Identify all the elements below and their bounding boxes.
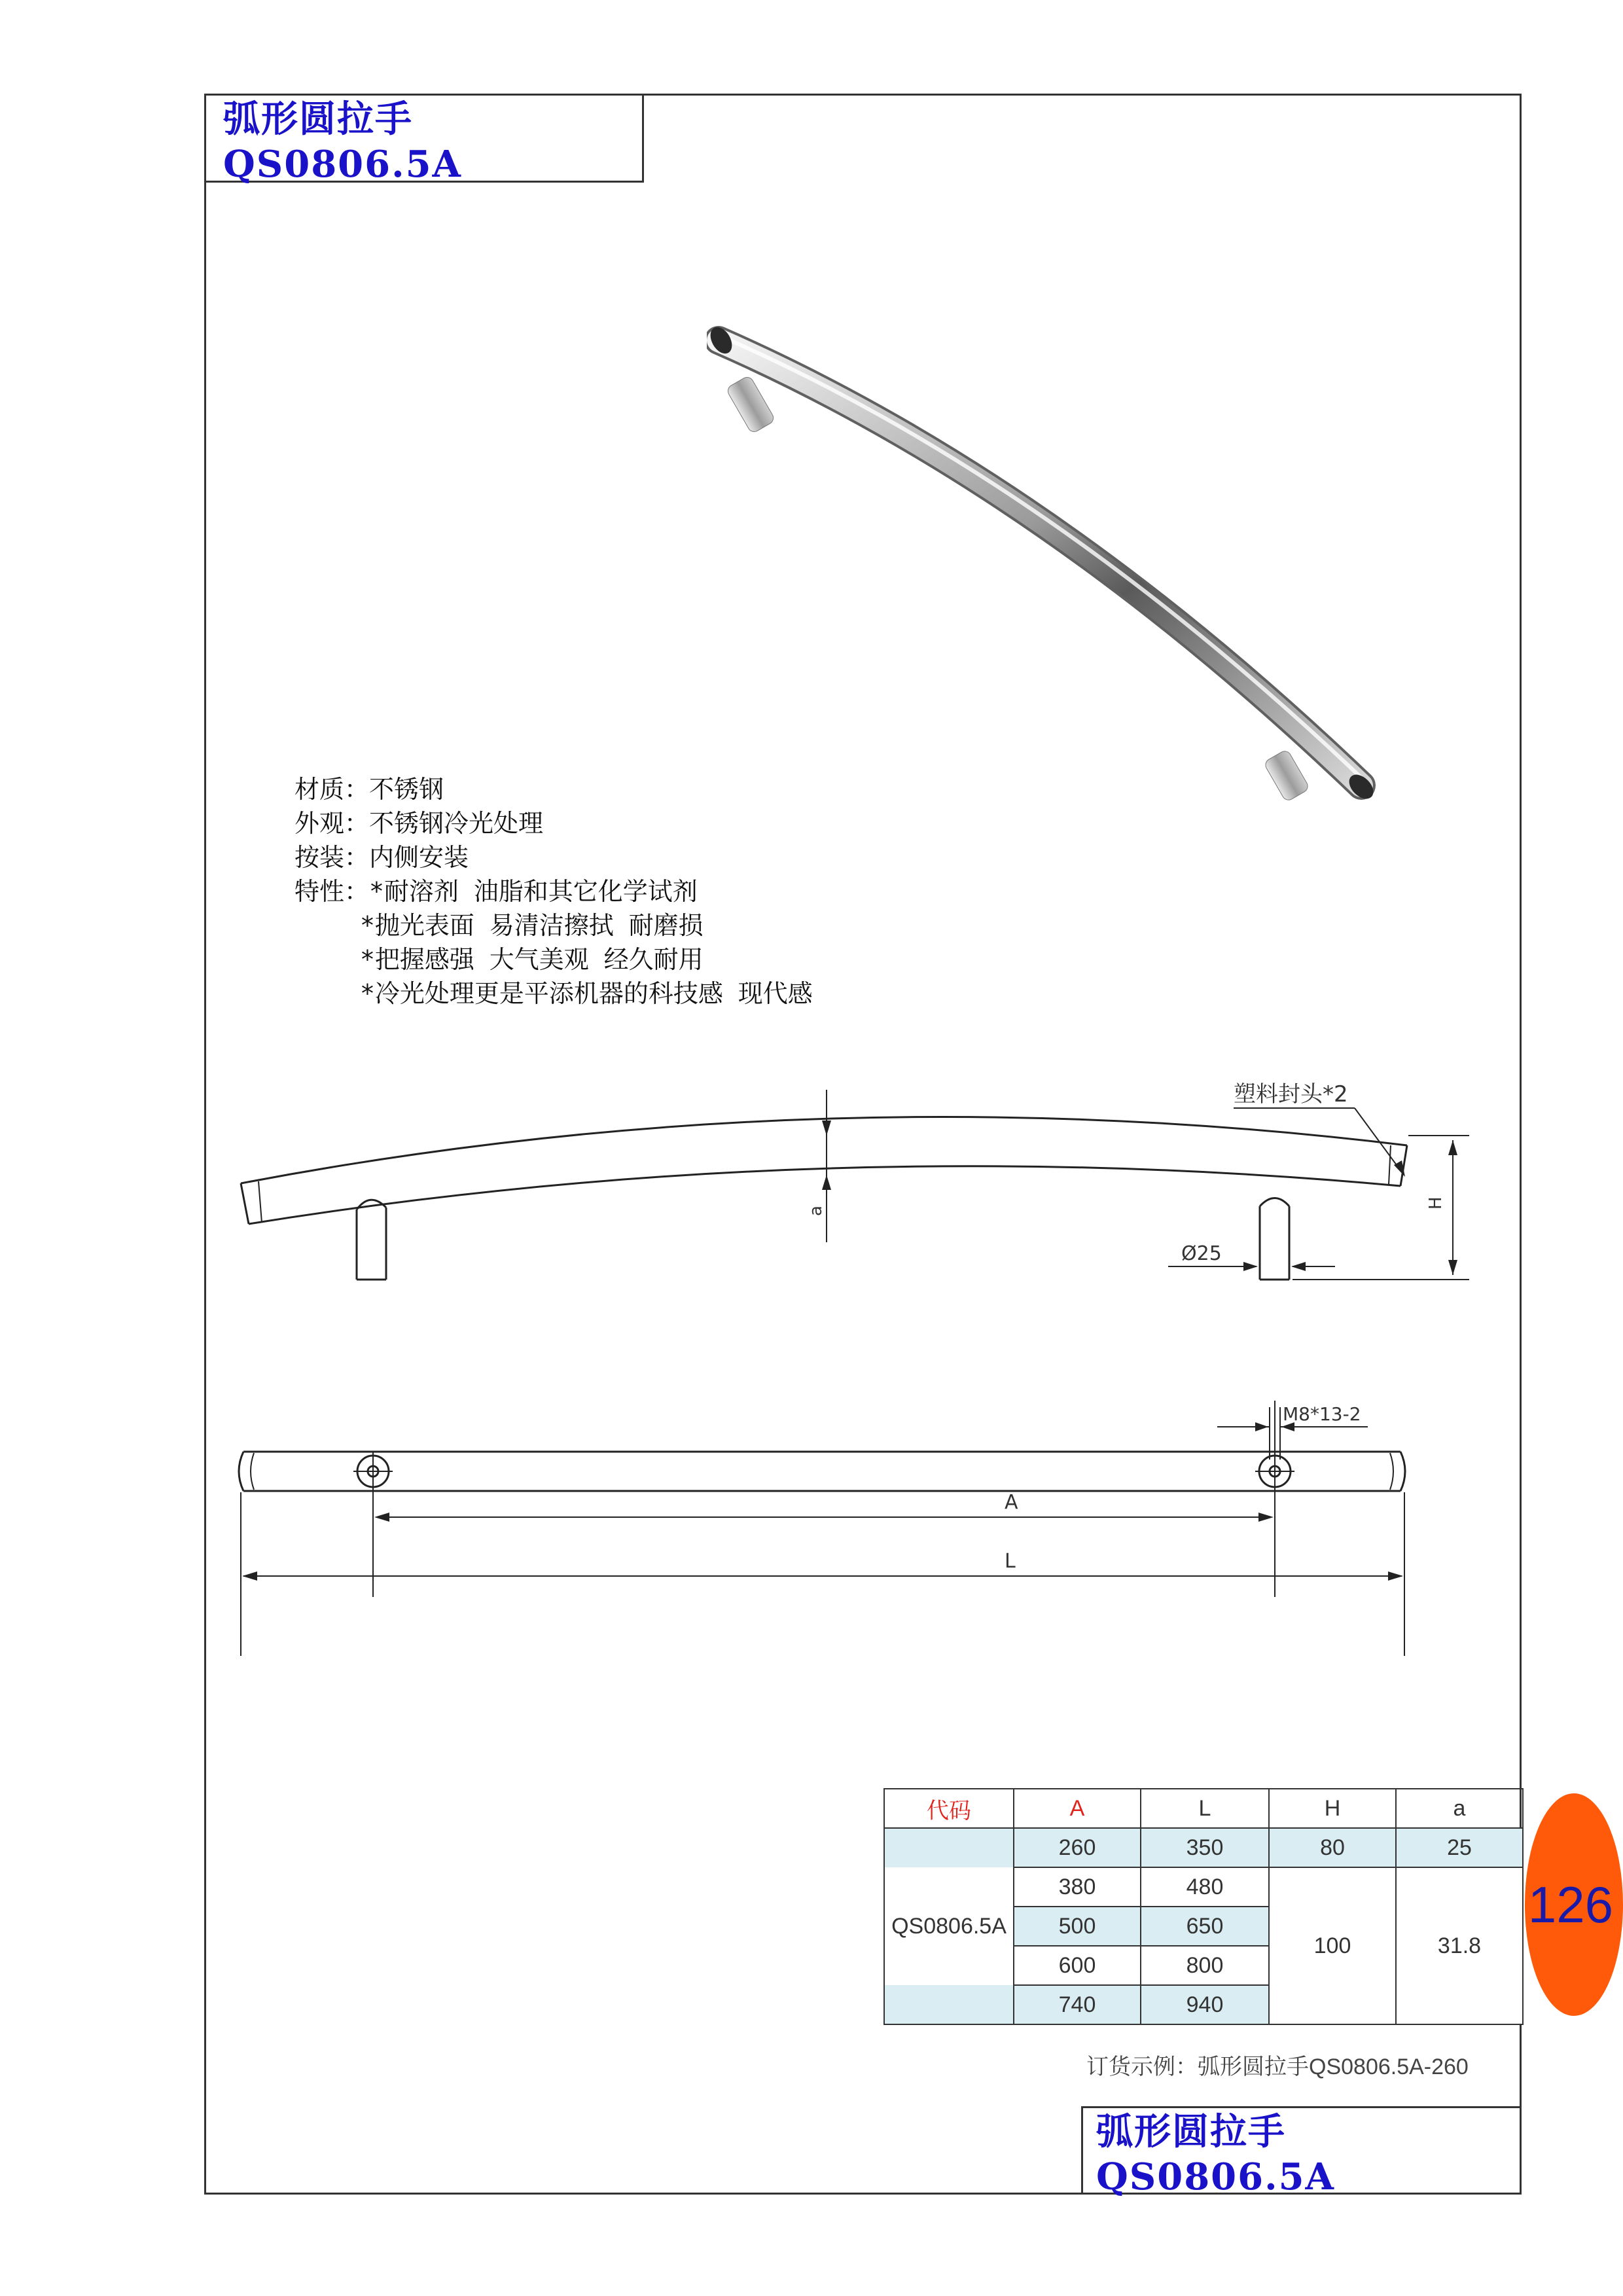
- header-L: L: [1141, 1789, 1269, 1828]
- cell-H: 80: [1269, 1828, 1396, 1867]
- page-number-badge: [1525, 1793, 1623, 2016]
- table-header-row: [884, 1789, 1523, 1828]
- page-title: 弧形圆拉手 QS0806.5A: [223, 98, 462, 186]
- size-table: [883, 1788, 1524, 2025]
- header-H: H: [1269, 1789, 1396, 1828]
- code-cell: QS0806.5A: [884, 1867, 1014, 1985]
- cell-A: 600: [1014, 1946, 1141, 1985]
- table-row: [884, 1867, 1523, 1907]
- dim-A-label: A: [1005, 1491, 1018, 1514]
- spec-feature-item: *耐溶剂 油脂和其它化学试剂: [369, 877, 698, 906]
- header-A: A: [1014, 1789, 1141, 1828]
- spec-appearance: 外观：不锈钢冷光处理: [294, 809, 544, 838]
- dim-h-label: H: [1426, 1196, 1446, 1210]
- cell-A: 500: [1014, 1907, 1141, 1946]
- cell-L: 940: [1141, 1985, 1269, 2024]
- cap-label: 塑料封头*2: [1234, 1081, 1348, 1107]
- cell-A: 260: [1014, 1828, 1141, 1867]
- cell-a: 25: [1396, 1828, 1523, 1867]
- cell-H-merged: 100: [1269, 1867, 1396, 2024]
- dim-a-label: a: [806, 1206, 826, 1216]
- order-example: 订货示例：弧形圆拉手QS0806.5A-260: [1086, 2054, 1469, 2079]
- spec-material: 材质：不锈钢: [294, 775, 444, 804]
- code-cell-bottom: [884, 1985, 1014, 2024]
- cell-A: 740: [1014, 1985, 1141, 2024]
- cell-L: 350: [1141, 1828, 1269, 1867]
- cell-a-merged: 31.8: [1396, 1867, 1523, 2024]
- spec-installation: 按装：内侧安装: [294, 843, 469, 872]
- dim-L-label: L: [1005, 1550, 1016, 1573]
- spec-feature-item: *把握感强 大气美观 经久耐用: [360, 945, 704, 974]
- spec-feature-item: *抛光表面 易清洁擦拭 耐磨损: [360, 911, 704, 940]
- cell-L: 800: [1141, 1946, 1269, 1985]
- header-code: 代码: [884, 1789, 1014, 1828]
- header-a: a: [1396, 1789, 1523, 1828]
- spec-features-label: 特性：: [294, 877, 370, 906]
- table-row: [884, 1828, 1523, 1867]
- code-cell-top: [884, 1828, 1014, 1867]
- cell-L: 480: [1141, 1867, 1269, 1907]
- thread-label: M8*13-2: [1283, 1403, 1361, 1425]
- footer-title-box: [1081, 2106, 1522, 2198]
- cell-L: 650: [1141, 1907, 1269, 1946]
- page-number: 126: [1527, 1875, 1614, 1933]
- diameter-label: Ø25: [1181, 1242, 1222, 1265]
- footer-title: 弧形圆拉手 QS0806.5A: [1096, 2109, 1335, 2198]
- spec-feature-item: *冷光处理更是平添机器的科技感 现代感: [360, 979, 813, 1008]
- cell-A: 380: [1014, 1867, 1141, 1907]
- top-view-drawing: [0, 1374, 1623, 1702]
